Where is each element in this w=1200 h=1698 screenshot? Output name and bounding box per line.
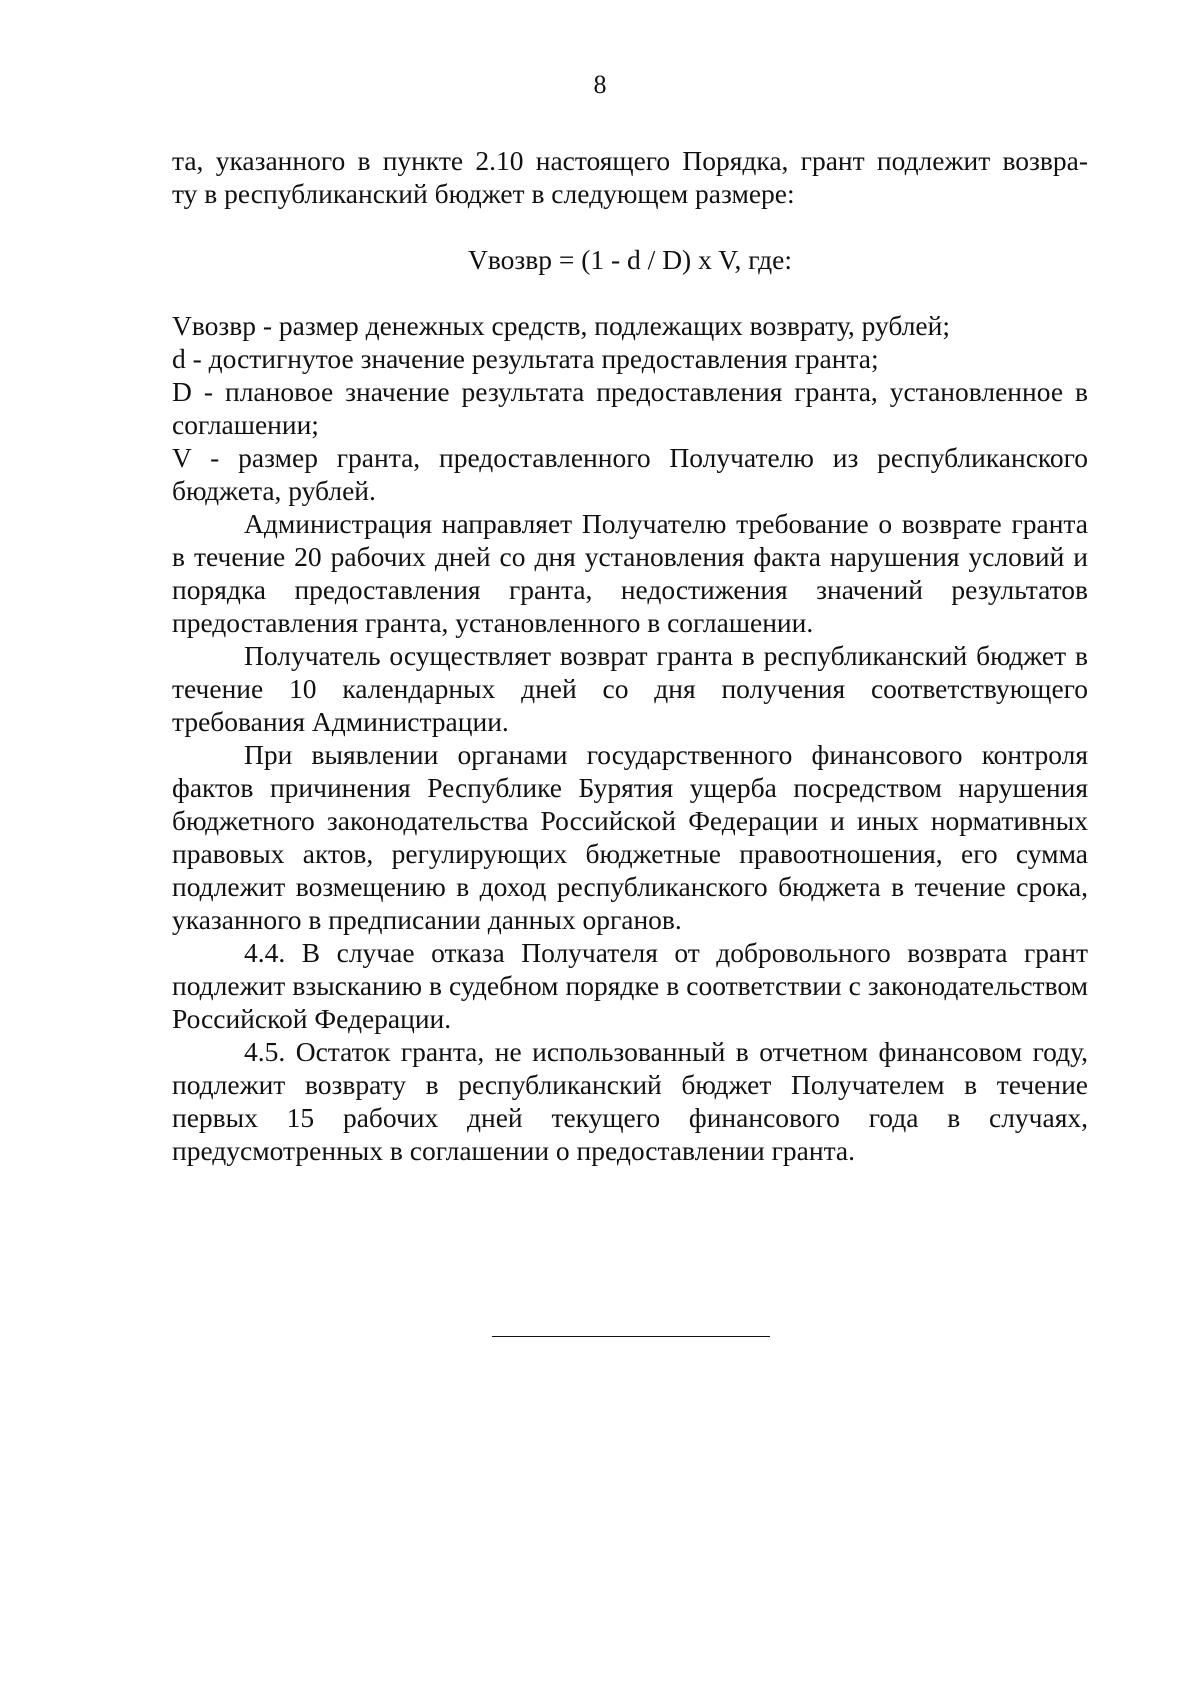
paragraph-recipient-return: Получатель осуществляет возврат гранта в республиканский бюджет в течение 10 календарных дней со дня получения соответствующего требования Администрации. (172, 640, 1088, 737)
end-separator-line (492, 1336, 770, 1337)
paragraph-4-4: 4.4. В случае отказа Получателя от добровольного возврата грант подлежит взысканию в судебном порядке в соответствии с законодательством Российской Федерации. (172, 937, 1088, 1034)
paragraph-administration-demand: Администрация направляет Получателю требование о возврате гранта в течение 20 рабочих дней со дня установления факта нарушения условий и порядка предоставления гранта, недостижения значений результатов предоставления гранта, установленного в соглашении. (172, 508, 1088, 638)
definition-d-capital: D - плановое значение результата предоставления гранта, установленное в соглашении; (172, 376, 1088, 440)
document-body (172, 144, 1088, 1167)
formula: Vвозвр = (1 - d / D) x V, где: (467, 244, 793, 275)
page-number: 8 (593, 70, 607, 99)
definition-v: V - размер гранта, предоставленного Получателю из республиканского бюджета, рублей. (172, 442, 1088, 506)
intro-line-2: ту в республиканский бюджет в следующем размере: (172, 178, 795, 209)
definition-vvozvr: Vвозвр - размер денежных средств, подлежащих возврату, рублей; (172, 310, 950, 341)
definition-d-small: d - достигнутое значение результата предоставления гранта; (172, 343, 879, 374)
paragraph-financial-control: При выявлении органами государственного финансового контроля фактов причинения Республике Бурятия ущерба посредством нарушения бюджетного законодательства Российской Федерации и иных нормативных правовых актов, регулирующих бюджетные правоотношения, его сумма подлежит возмещению в доход республиканского бюджета в течение срока, указанного в предписании данных органов. (172, 739, 1088, 935)
intro-line-1: та, указанного в пункте 2.10 настоящего Порядка, грант подлежит возвра- (172, 145, 1088, 176)
paragraph-4-5: 4.5. Остаток гранта, не использованный в отчетном финансовом году, подлежит возврату в республиканский бюджет Получателем в течение первых 15 рабочих дней текущего финансового года в случаях, предусмотренных в соглашении о предоставлении гранта. (172, 1036, 1088, 1166)
